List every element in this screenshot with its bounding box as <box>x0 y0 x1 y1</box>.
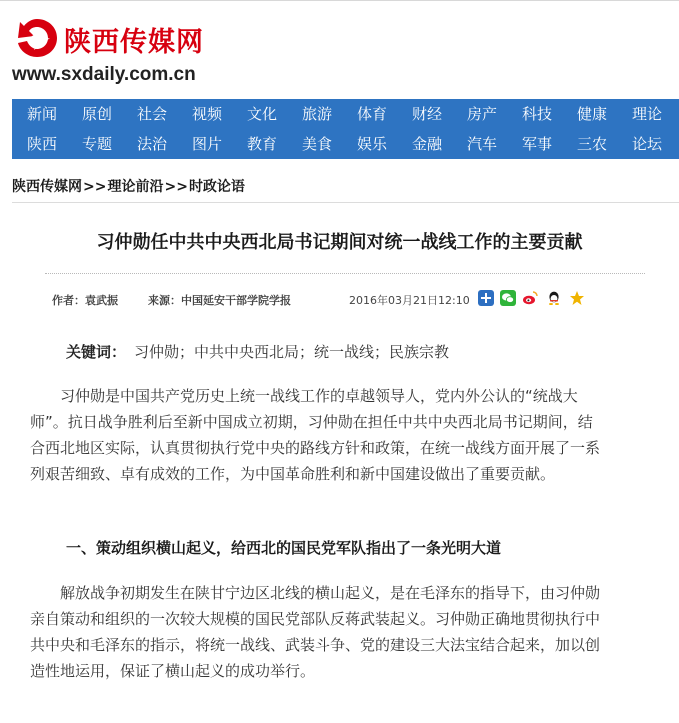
main-nav <box>12 99 679 159</box>
nav-item-photos[interactable]: 图片 <box>191 135 222 153</box>
paragraph-line: 共中央和毛泽东的指示，将统一战线、武装斗争、党的建设三大法宝结合起来，加以创 <box>30 636 601 654</box>
breadcrumb-separator: >> <box>83 179 107 195</box>
nav-item-banking[interactable]: 金融 <box>411 135 442 153</box>
nav-item-entertainment[interactable]: 娱乐 <box>356 135 387 153</box>
nav-item-food[interactable]: 美食 <box>301 135 332 153</box>
plus-share-icon[interactable] <box>478 290 494 306</box>
paragraph-line: 造性地运用，保证了横山起义的成功举行。 <box>30 662 316 680</box>
paragraph-line: 师”。抗日战争胜利后至新中国成立初期，习仲勋在担任中共中央西北局书记期间，结 <box>30 413 593 431</box>
nav-item-tech[interactable]: 科技 <box>521 105 552 123</box>
breadcrumb <box>12 176 245 196</box>
nav-item-society[interactable]: 社会 <box>136 105 167 123</box>
breadcrumb-home[interactable]: 陕西传媒网 <box>12 179 82 195</box>
nav-item-law[interactable]: 法治 <box>136 135 167 153</box>
paragraph-line: 解放战争初期发生在陕甘宁边区北线的横山起义，是在毛泽东的指导下，由习仲勋 <box>30 584 601 602</box>
site-logo[interactable] <box>10 14 270 90</box>
nav-item-military[interactable]: 军事 <box>521 135 552 153</box>
article-date: 2016年03月21日12:10 <box>349 294 470 307</box>
section-heading-1: 一、策动组织横山起义，给西北的国民党军队指出了一条光明大道 <box>66 539 502 557</box>
nav-item-health[interactable]: 健康 <box>576 105 607 123</box>
nav-item-video[interactable]: 视频 <box>191 105 222 123</box>
article-paragraph-2 <box>30 580 650 684</box>
breadcrumb-divider <box>12 202 679 203</box>
top-border <box>0 0 679 1</box>
article-keywords <box>66 340 449 364</box>
article-paragraph-1 <box>30 383 650 487</box>
keywords-value: 习仲勋；中共中央西北局；统一战线；民族宗教 <box>134 343 450 361</box>
logo-name: 陕西传媒网 <box>64 27 204 58</box>
nav-item-topics[interactable]: 专题 <box>81 135 112 153</box>
paragraph-line: 合西北地区实际，认真贯彻执行党中央的路线方针和政策，在统一战线方面开展了一系 <box>30 439 601 457</box>
title-divider <box>45 273 645 274</box>
nav-item-travel[interactable]: 旅游 <box>301 105 332 123</box>
nav-item-original[interactable]: 原创 <box>81 105 112 123</box>
qq-icon[interactable] <box>546 290 562 306</box>
weibo-icon[interactable] <box>522 290 538 306</box>
nav-row-2 <box>12 129 679 159</box>
nav-item-shaanxi[interactable]: 陕西 <box>26 135 57 153</box>
nav-row-1 <box>12 99 679 129</box>
paragraph-line: 列艰苦细致、卓有成效的工作，为中国革命胜利和新中国建设做出了重要贡献。 <box>30 465 556 483</box>
nav-item-culture[interactable]: 文化 <box>246 105 277 123</box>
paragraph-line: 习仲勋是中国共产党历史上统一战线工作的卓越领导人，党内外公认的“统战大 <box>30 387 578 405</box>
nav-item-agriculture[interactable]: 三农 <box>576 135 607 153</box>
article-source: 来源：中国延安干部学院学报 <box>148 294 291 307</box>
nav-item-education[interactable]: 教育 <box>246 135 277 153</box>
breadcrumb-theory[interactable]: 理论前沿 <box>107 179 164 195</box>
paragraph-line: 亲自策动和组织的一次较大规模的国民党部队反蒋武装起义。习仲勋正确地贯彻执行中 <box>30 610 601 628</box>
logo-url: www.sxdaily.com.cn <box>12 64 196 85</box>
article-author: 作者：袁武振 <box>52 294 118 307</box>
article-title: 习仲勋任中共中央西北局书记期间对统一战线工作的主要贡献 <box>96 232 583 253</box>
article-meta <box>0 289 679 311</box>
nav-item-news[interactable]: 新闻 <box>26 105 57 123</box>
nav-item-theory[interactable]: 理论 <box>631 105 662 123</box>
nav-item-realestate[interactable]: 房产 <box>466 105 497 123</box>
breadcrumb-politics[interactable]: 时政论语 <box>188 179 245 195</box>
favorite-star-icon[interactable] <box>569 290 585 306</box>
breadcrumb-separator: >> <box>164 179 188 195</box>
keywords-label: 关键词： <box>66 343 127 361</box>
nav-item-sports[interactable]: 体育 <box>356 105 387 123</box>
wechat-icon[interactable] <box>500 290 516 306</box>
nav-item-auto[interactable]: 汽车 <box>466 135 497 153</box>
nav-item-forum[interactable]: 论坛 <box>631 135 662 153</box>
logo-mark-icon <box>14 16 60 60</box>
nav-item-finance[interactable]: 财经 <box>411 105 442 123</box>
